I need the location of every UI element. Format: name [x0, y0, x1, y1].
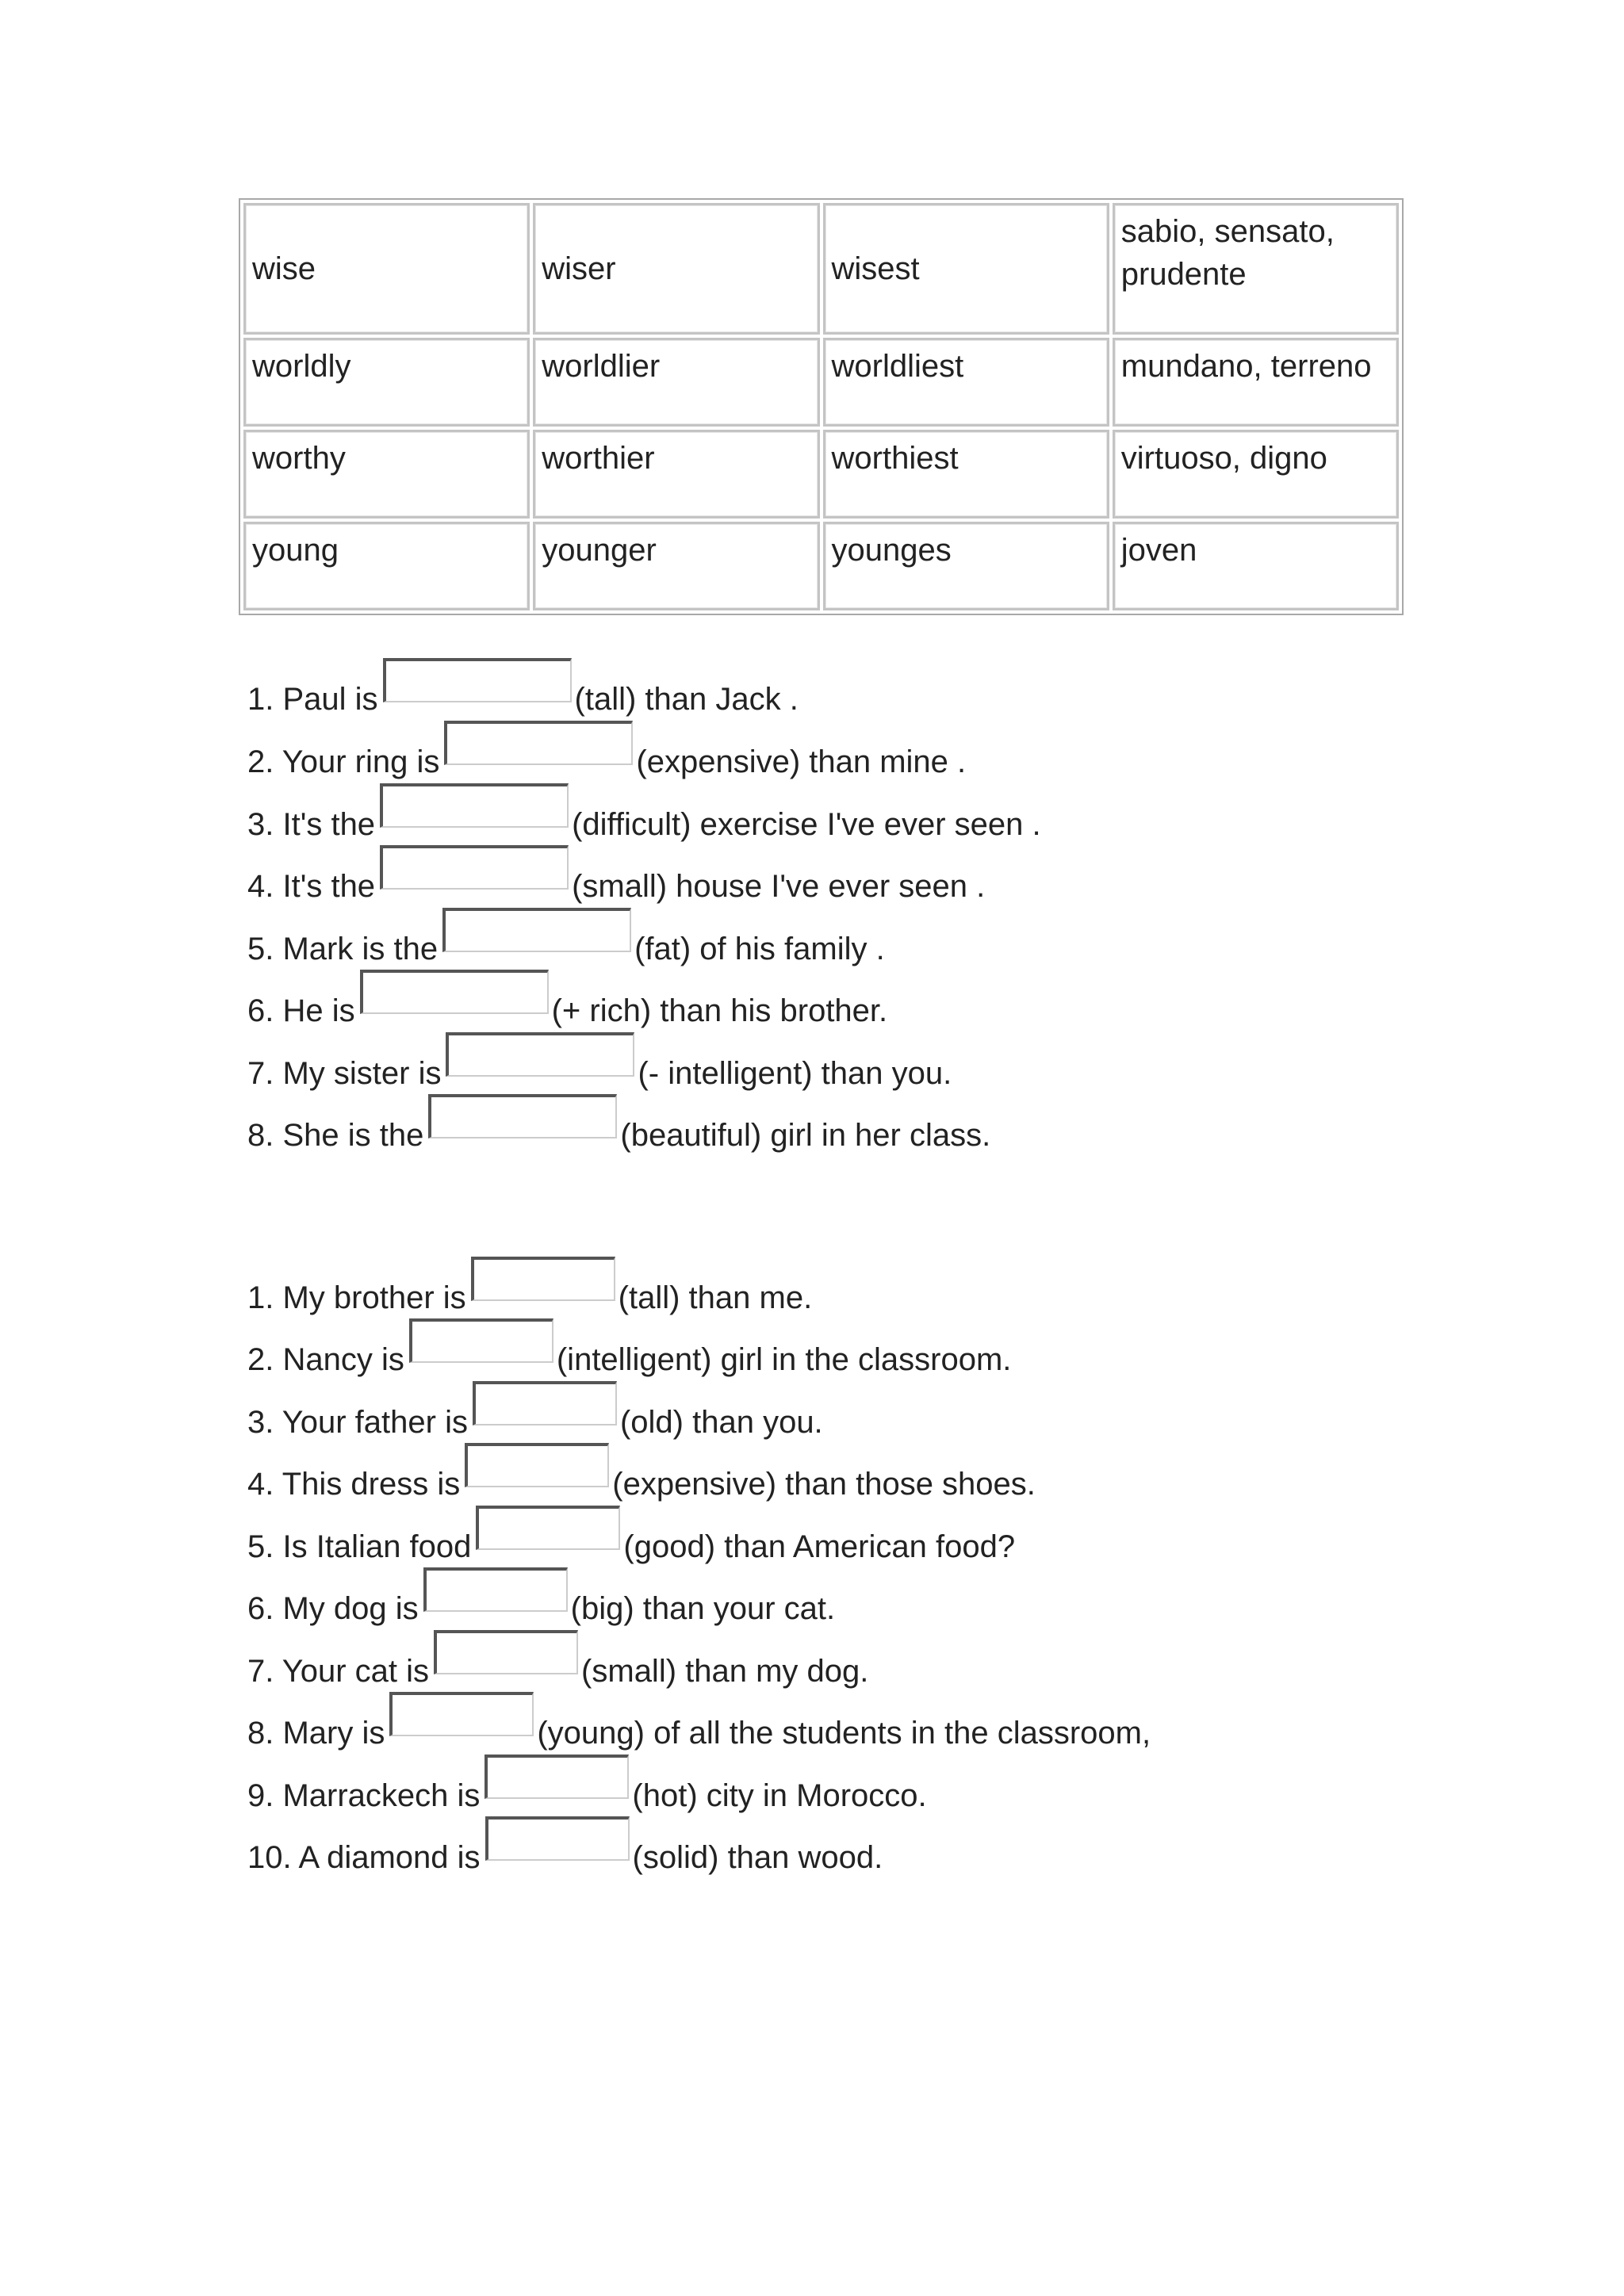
exercise-item: [247, 845, 985, 907]
table-row: [243, 430, 1399, 519]
exercise-item: [247, 1094, 990, 1156]
sentence-start: 3. Your father is: [247, 1405, 468, 1440]
sentence-end: (+ rich) than his brother.: [551, 993, 888, 1028]
answer-input[interactable]: [423, 1567, 568, 1612]
exercise-item: [247, 658, 799, 720]
table-cell: young: [243, 522, 530, 610]
exercise-item: [247, 1443, 1036, 1505]
sentence-end: (small) house I've ever seen .: [572, 869, 986, 904]
answer-input[interactable]: [409, 1318, 553, 1363]
table-cell: worthiest: [823, 430, 1109, 519]
table-row: [243, 203, 1399, 335]
sentence-start: 5. Mark is the: [247, 932, 439, 966]
sentence-start: 2. Nancy is: [247, 1342, 404, 1377]
answer-input[interactable]: [485, 1816, 630, 1861]
table-cell: younges: [823, 522, 1109, 610]
table-cell: worldlier: [533, 338, 819, 427]
table-cell: sabio, sensato, prudente: [1113, 203, 1399, 335]
sentence-end: (young) of all the students in the classroom,: [537, 1716, 1151, 1751]
sentence-end: (big) than your cat.: [570, 1591, 836, 1626]
exercise-item: [247, 1816, 883, 1878]
answer-input[interactable]: [380, 845, 569, 890]
sentence-start: 4. This dress is: [247, 1467, 461, 1502]
sentence-end: (solid) than wood.: [632, 1840, 883, 1875]
table-cell: younger: [533, 522, 819, 610]
sentence-start: 1. My brother is: [247, 1280, 466, 1315]
sentence-start: 10. A diamond is: [247, 1840, 481, 1875]
table-cell: wise: [243, 203, 530, 335]
answer-input[interactable]: [389, 1692, 534, 1736]
sentence-start: 3. It's the: [247, 807, 376, 842]
sentence-start: 7. My sister is: [247, 1056, 442, 1091]
exercise-item: [247, 908, 885, 970]
table-cell: wiser: [533, 203, 819, 335]
sentence-end: (- intelligent) than you.: [638, 1056, 952, 1091]
exercise-item: [247, 970, 887, 1031]
sentence-end: (fat) of his family .: [634, 932, 885, 966]
sentence-start: 7. Your cat is: [247, 1654, 430, 1689]
exercise-item: [247, 1692, 1151, 1754]
sentence-end: (expensive) than those shoes.: [612, 1467, 1036, 1502]
sentence-end: (tall) than Jack .: [574, 682, 799, 717]
sentence-end: (hot) city in Morocco.: [632, 1778, 927, 1813]
table-cell: wisest: [823, 203, 1109, 335]
table-cell: worthier: [533, 430, 819, 519]
sentence-end: (expensive) than mine .: [636, 744, 967, 779]
sentence-start: 8. She is the: [247, 1118, 424, 1153]
exercise-item: [247, 1318, 1011, 1380]
sentence-end: (difficult) exercise I've ever seen .: [572, 807, 1041, 842]
exercise-item: [247, 1630, 868, 1692]
answer-input[interactable]: [428, 1094, 617, 1138]
exercise-item: [247, 1257, 812, 1318]
table-cell: joven: [1113, 522, 1399, 610]
sentence-start: 6. My dog is: [247, 1591, 419, 1626]
exercise-item: [247, 1381, 823, 1443]
table-cell: worldly: [243, 338, 530, 427]
exercise-item: [247, 1567, 835, 1629]
sentence-start: 9. Marrackech is: [247, 1778, 481, 1813]
vocabulary-table: [239, 198, 1404, 615]
exercise-item: [247, 783, 1041, 845]
answer-input[interactable]: [380, 783, 569, 828]
table-cell: virtuoso, digno: [1113, 430, 1399, 519]
answer-input[interactable]: [434, 1630, 578, 1674]
answer-input[interactable]: [442, 908, 631, 952]
answer-input[interactable]: [383, 658, 572, 702]
answer-input[interactable]: [465, 1443, 609, 1487]
sentence-end: (old) than you.: [619, 1405, 823, 1440]
sentence-start: 5. Is Italian food: [247, 1529, 472, 1564]
sentence-end: (small) than my dog.: [581, 1654, 869, 1689]
sentence-end: (tall) than me.: [618, 1280, 813, 1315]
sentence-end: (beautiful) girl in her class.: [620, 1118, 991, 1153]
exercise-item: [247, 1755, 927, 1816]
sentence-start: 2. Your ring is: [247, 744, 440, 779]
sentence-start: 1. Paul is: [247, 682, 378, 717]
answer-input[interactable]: [471, 1257, 615, 1301]
answer-input[interactable]: [444, 721, 633, 765]
exercise-item: [247, 721, 966, 783]
answer-input[interactable]: [485, 1755, 629, 1799]
answer-input[interactable]: [476, 1506, 620, 1550]
sentence-end: (good) than American food?: [623, 1529, 1016, 1564]
sentence-start: 4. It's the: [247, 869, 376, 904]
table-row: [243, 338, 1399, 427]
exercise-item: [247, 1032, 952, 1094]
answer-input[interactable]: [360, 970, 549, 1014]
sentence-start: 6. He is: [247, 993, 355, 1028]
sentence-end: (intelligent) girl in the classroom.: [556, 1342, 1012, 1377]
table-cell: mundano, terreno: [1113, 338, 1399, 427]
exercise-item: [247, 1506, 1015, 1567]
answer-input[interactable]: [446, 1032, 634, 1077]
sentence-start: 8. Mary is: [247, 1716, 385, 1751]
answer-input[interactable]: [473, 1381, 617, 1425]
table-row: [243, 522, 1399, 610]
table-cell: worldliest: [823, 338, 1109, 427]
table-cell: worthy: [243, 430, 530, 519]
